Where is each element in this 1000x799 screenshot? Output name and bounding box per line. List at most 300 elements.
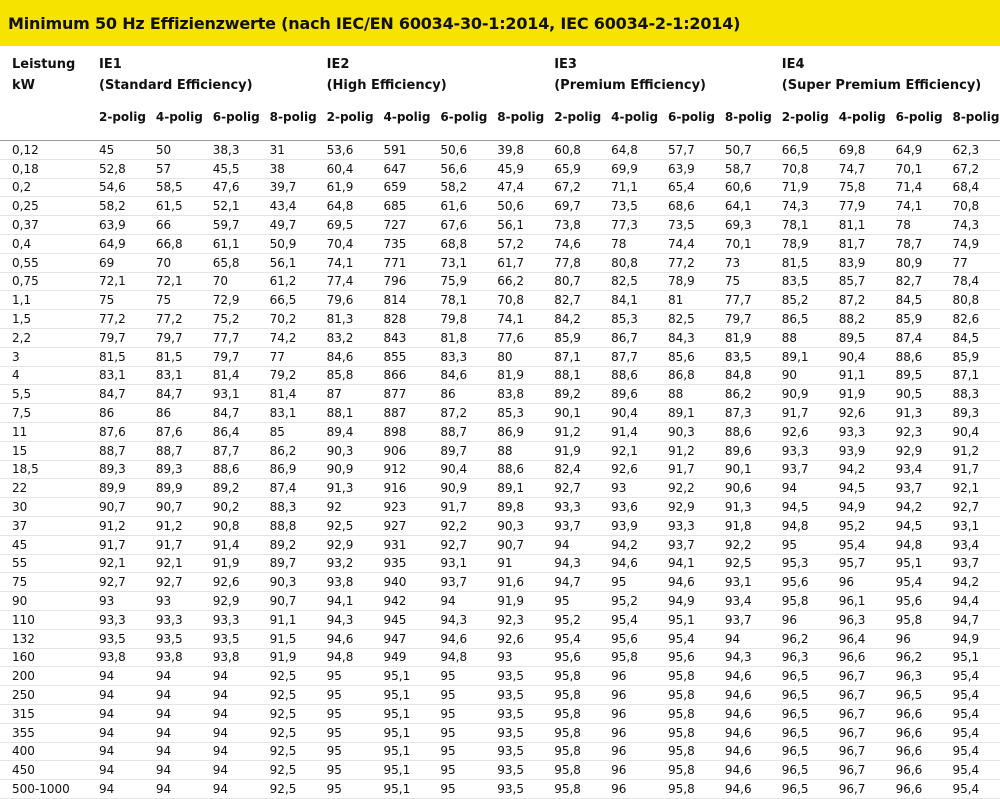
efficiency-cell: 84,5: [896, 291, 953, 310]
efficiency-cell: 87,3: [725, 404, 782, 423]
efficiency-cell: 95,4: [952, 761, 1000, 780]
efficiency-cell: 94: [782, 479, 839, 498]
efficiency-cell: 74,3: [782, 197, 839, 216]
efficiency-cell: 94: [156, 667, 213, 686]
table-row: [0, 479, 1000, 498]
efficiency-cell: 83,1: [270, 404, 327, 423]
efficiency-cell: 74,4: [668, 234, 725, 253]
efficiency-cell: 92,9: [327, 535, 384, 554]
efficiency-cell: 82,6: [952, 310, 1000, 329]
efficiency-cell: 94: [156, 686, 213, 705]
efficiency-cell: 77,4: [327, 272, 384, 291]
efficiency-cell: 92,3: [896, 422, 953, 441]
efficiency-cell: 94,6: [725, 686, 782, 705]
efficiency-cell: 85,3: [611, 310, 668, 329]
efficiency-cell: 94,8: [440, 648, 497, 667]
efficiency-cell: 93,4: [725, 592, 782, 611]
efficiency-cell: 94,3: [725, 648, 782, 667]
pole-header-cell: 8-polig: [269, 110, 317, 124]
efficiency-cell: 81,4: [213, 366, 270, 385]
power-cell: 11: [0, 422, 99, 441]
table-row: [0, 404, 1000, 423]
efficiency-cell: 89,1: [782, 347, 839, 366]
efficiency-cell: 69: [99, 253, 156, 272]
efficiency-cell: 72,9: [213, 291, 270, 310]
table-row: [0, 761, 1000, 780]
efficiency-cell: 88,6: [213, 460, 270, 479]
power-cell: 37: [0, 516, 99, 535]
efficiency-cell: 84,3: [668, 328, 725, 347]
efficiency-cell: 93,5: [497, 742, 554, 761]
efficiency-cell: 94,6: [611, 554, 668, 573]
efficiency-cell: 96,5: [782, 761, 839, 780]
group-description: (Premium Efficiency): [554, 78, 706, 93]
power-cell: 315: [0, 704, 99, 723]
efficiency-cell: 96,3: [839, 610, 896, 629]
efficiency-cell: 89,3: [156, 460, 213, 479]
efficiency-cell: 94,5: [896, 516, 953, 535]
efficiency-cell: 94,9: [839, 498, 896, 517]
efficiency-cell: 95,4: [668, 629, 725, 648]
efficiency-cell: 96,7: [839, 780, 896, 799]
efficiency-cell: 88,6: [611, 366, 668, 385]
efficiency-cell: 77,9: [839, 197, 896, 216]
efficiency-cell: 77: [270, 347, 327, 366]
efficiency-cell: 96,2: [896, 648, 953, 667]
efficiency-cell: 70,8: [952, 197, 1000, 216]
efficiency-cell: 84,6: [327, 347, 384, 366]
pole-header-cell: 4-polig: [155, 110, 203, 124]
table-row: [0, 460, 1000, 479]
power-cell: 0,55: [0, 253, 99, 272]
table-row: [0, 366, 1000, 385]
efficiency-cell: 95,7: [839, 554, 896, 573]
efficiency-cell: 86,4: [213, 422, 270, 441]
efficiency-cell: 70,1: [896, 159, 953, 178]
efficiency-cell: 83,9: [839, 253, 896, 272]
efficiency-cell: 73,5: [668, 216, 725, 235]
efficiency-cell: 95,8: [554, 704, 611, 723]
efficiency-cell: 94,2: [896, 498, 953, 517]
power-cell: 0,75: [0, 272, 99, 291]
efficiency-cell: 93,7: [668, 535, 725, 554]
pole-header-cell: 6-polig: [440, 110, 488, 124]
efficiency-cell: 94,7: [554, 573, 611, 592]
efficiency-cell: 90,4: [952, 422, 1000, 441]
efficiency-cell: 71,4: [896, 178, 953, 197]
efficiency-cell: 96,5: [782, 686, 839, 705]
group-description: (High Efficiency): [326, 78, 447, 93]
efficiency-cell: 84,8: [725, 366, 782, 385]
power-cell: 30: [0, 498, 99, 517]
efficiency-cell: 92,7: [99, 573, 156, 592]
efficiency-cell: 61,1: [213, 234, 270, 253]
efficiency-cell: 95,8: [668, 742, 725, 761]
efficiency-cell: 69,9: [611, 159, 668, 178]
power-cell: 110: [0, 610, 99, 629]
efficiency-cell: 94: [156, 723, 213, 742]
efficiency-cell: 67,2: [952, 159, 1000, 178]
efficiency-cell: 931: [384, 535, 441, 554]
table-row: [0, 178, 1000, 197]
efficiency-cell: 83,3: [440, 347, 497, 366]
efficiency-cell: 95: [327, 704, 384, 723]
efficiency-cell: 59,7: [213, 216, 270, 235]
efficiency-cell: 92,5: [270, 780, 327, 799]
efficiency-cell: 74,2: [270, 328, 327, 347]
efficiency-cell: 86: [99, 404, 156, 423]
efficiency-cell: 96: [839, 573, 896, 592]
efficiency-cell: 96,5: [896, 686, 953, 705]
group-name: IE4: [781, 57, 805, 72]
efficiency-cell: 659: [384, 178, 441, 197]
efficiency-cell: 96,7: [839, 742, 896, 761]
efficiency-cell: 95,8: [668, 686, 725, 705]
efficiency-cell: 77,2: [668, 253, 725, 272]
efficiency-cell: 74,3: [952, 216, 1000, 235]
efficiency-cell: 78: [896, 216, 953, 235]
efficiency-cell: 90,6: [725, 479, 782, 498]
pole-header-cell: 2-polig: [326, 110, 374, 124]
efficiency-cell: 91,8: [725, 516, 782, 535]
efficiency-cell: 86,9: [497, 422, 554, 441]
efficiency-cell: 95: [440, 742, 497, 761]
efficiency-cell: 61,9: [327, 178, 384, 197]
efficiency-cell: 912: [384, 460, 441, 479]
efficiency-cell: 685: [384, 197, 441, 216]
efficiency-cell: 92,6: [839, 404, 896, 423]
efficiency-cell: 94,6: [725, 723, 782, 742]
efficiency-cell: 95,4: [952, 667, 1000, 686]
efficiency-cell: 95,6: [554, 648, 611, 667]
efficiency-cell: 95,2: [839, 516, 896, 535]
efficiency-cell: 85,9: [896, 310, 953, 329]
efficiency-cell: 93,8: [156, 648, 213, 667]
pole-header-cell: 2-polig: [99, 110, 146, 124]
efficiency-cell: 92,5: [725, 554, 782, 573]
efficiency-cell: 86: [440, 385, 497, 404]
efficiency-cell: 93,5: [497, 761, 554, 780]
power-cell: 0,37: [0, 216, 99, 235]
efficiency-cell: 82,5: [668, 310, 725, 329]
efficiency-cell: 95: [554, 592, 611, 611]
pole-header-cell: 8-polig: [497, 110, 545, 124]
efficiency-cell: 93,7: [440, 573, 497, 592]
efficiency-cell: 91,2: [156, 516, 213, 535]
efficiency-cell: 85,9: [554, 328, 611, 347]
efficiency-cell: 75: [99, 291, 156, 310]
efficiency-cell: 95,6: [782, 573, 839, 592]
efficiency-cell: 96: [611, 742, 668, 761]
efficiency-cell: 95: [327, 761, 384, 780]
efficiency-cell: 89,9: [99, 479, 156, 498]
efficiency-cell: 69,8: [839, 141, 896, 160]
efficiency-cell: 64,1: [725, 197, 782, 216]
efficiency-cell: 91,2: [668, 441, 725, 460]
efficiency-cell: 94,6: [668, 573, 725, 592]
efficiency-cell: 647: [384, 159, 441, 178]
power-cell: 1,5: [0, 310, 99, 329]
efficiency-cell: 95,8: [554, 667, 611, 686]
efficiency-cell: 93,3: [668, 516, 725, 535]
efficiency-cell: 81,4: [270, 385, 327, 404]
efficiency-cell: 91,2: [554, 422, 611, 441]
efficiency-cell: 94: [99, 780, 156, 799]
efficiency-cell: 92,2: [668, 479, 725, 498]
efficiency-cell: 95,1: [384, 761, 441, 780]
efficiency-cell: 88,8: [270, 516, 327, 535]
efficiency-cell: 65,8: [213, 253, 270, 272]
separator-line: [0, 132, 1000, 141]
efficiency-cell: 83,2: [327, 328, 384, 347]
efficiency-cell: 94: [725, 629, 782, 648]
efficiency-cell: 80,8: [952, 291, 1000, 310]
efficiency-cell: 96: [782, 610, 839, 629]
efficiency-cell: 96: [611, 780, 668, 799]
efficiency-cell: 91,2: [99, 516, 156, 535]
efficiency-cell: 94,9: [668, 592, 725, 611]
efficiency-cell: 94,6: [327, 629, 384, 648]
efficiency-cell: 95,8: [554, 742, 611, 761]
table-row: [0, 554, 1000, 573]
efficiency-cell: 73,5: [611, 197, 668, 216]
efficiency-cell: 94: [440, 592, 497, 611]
efficiency-cell: 94: [213, 667, 270, 686]
efficiency-cell: 87,7: [611, 347, 668, 366]
efficiency-cell: 90,4: [611, 404, 668, 423]
power-cell: 0,2: [0, 178, 99, 197]
efficiency-cell: 96,3: [782, 648, 839, 667]
table-row: [0, 535, 1000, 554]
efficiency-cell: 88: [782, 328, 839, 347]
efficiency-cell: 95,4: [952, 686, 1000, 705]
efficiency-cell: 61,7: [497, 253, 554, 272]
group-description: (Super Premium Efficiency): [781, 78, 982, 93]
efficiency-cell: 95,6: [611, 629, 668, 648]
group-header-ie1: [99, 46, 327, 102]
efficiency-cell: 94,3: [327, 610, 384, 629]
efficiency-cell: 50,7: [725, 141, 782, 160]
efficiency-cell: 95,8: [668, 723, 725, 742]
efficiency-cell: 93,7: [725, 610, 782, 629]
efficiency-cell: 70: [213, 272, 270, 291]
efficiency-cell: 93,5: [497, 704, 554, 723]
power-cell: 75: [0, 573, 99, 592]
efficiency-cell: 87,2: [440, 404, 497, 423]
table-row: [0, 592, 1000, 611]
efficiency-cell: 96,6: [896, 742, 953, 761]
efficiency-cell: 90,7: [99, 498, 156, 517]
efficiency-cell: 89,7: [440, 441, 497, 460]
efficiency-cell: 92,6: [611, 460, 668, 479]
efficiency-cell: 94,1: [327, 592, 384, 611]
efficiency-cell: 88,6: [725, 422, 782, 441]
efficiency-cell: 91,9: [839, 385, 896, 404]
efficiency-cell: 91,3: [725, 498, 782, 517]
efficiency-cell: 64,9: [99, 234, 156, 253]
efficiency-cell: 94,6: [725, 667, 782, 686]
efficiency-cell: 89,5: [896, 366, 953, 385]
table-row: [0, 441, 1000, 460]
efficiency-cell: 94: [213, 761, 270, 780]
efficiency-cell: 96,6: [839, 648, 896, 667]
efficiency-cell: 94,7: [952, 610, 1000, 629]
efficiency-cell: 91,7: [99, 535, 156, 554]
efficiency-cell: 93,3: [554, 498, 611, 517]
efficiency-cell: 89,1: [497, 479, 554, 498]
power-cell: 500-1000: [0, 780, 99, 799]
efficiency-cell: 39,7: [270, 178, 327, 197]
efficiency-cell: 91,9: [554, 441, 611, 460]
efficiency-cell: 92,9: [896, 441, 953, 460]
table-row: [0, 141, 1000, 160]
efficiency-cell: 796: [384, 272, 441, 291]
efficiency-cell: 92,1: [99, 554, 156, 573]
efficiency-cell: 92,9: [213, 592, 270, 611]
table-row: [0, 742, 1000, 761]
efficiency-cell: 92,5: [270, 667, 327, 686]
efficiency-cell: 95,1: [384, 780, 441, 799]
efficiency-cell: 89,4: [327, 422, 384, 441]
efficiency-cell: 96,5: [782, 704, 839, 723]
efficiency-cell: 96: [611, 704, 668, 723]
efficiency-cell: 94: [156, 761, 213, 780]
efficiency-cell: 94: [99, 704, 156, 723]
efficiency-cell: 74,1: [497, 310, 554, 329]
efficiency-cell: 45,9: [497, 159, 554, 178]
efficiency-cell: 94: [156, 742, 213, 761]
efficiency-cell: 93,5: [497, 686, 554, 705]
efficiency-cell: 92,1: [952, 479, 1000, 498]
efficiency-cell: 79,6: [327, 291, 384, 310]
efficiency-cell: 61,6: [440, 197, 497, 216]
group-header-ie3: [554, 46, 782, 102]
efficiency-cell: 66,5: [270, 291, 327, 310]
efficiency-cell: 73,1: [440, 253, 497, 272]
efficiency-cell: 94: [213, 704, 270, 723]
efficiency-cell: 84,7: [99, 385, 156, 404]
efficiency-cell: 90,7: [156, 498, 213, 517]
efficiency-cell: 74,1: [896, 197, 953, 216]
efficiency-cell: 95,8: [611, 648, 668, 667]
efficiency-cell: 70,4: [327, 234, 384, 253]
efficiency-cell: 843: [384, 328, 441, 347]
efficiency-cell: 68,4: [952, 178, 1000, 197]
efficiency-cell: 91,6: [497, 573, 554, 592]
efficiency-cell: 93,4: [896, 460, 953, 479]
group-header-ie2: [327, 46, 555, 102]
efficiency-cell: 93: [497, 648, 554, 667]
efficiency-cell: 93,7: [782, 460, 839, 479]
group-name: IE1: [99, 57, 122, 72]
table-row: [0, 498, 1000, 517]
efficiency-cell: 95,1: [896, 554, 953, 573]
efficiency-cell: 93,3: [782, 441, 839, 460]
efficiency-cell: 60,8: [554, 141, 611, 160]
efficiency-cell: 80,8: [611, 253, 668, 272]
efficiency-cell: 52,8: [99, 159, 156, 178]
efficiency-cell: 95,1: [384, 704, 441, 723]
efficiency-cell: 64,8: [327, 197, 384, 216]
efficiency-cell: 93,1: [440, 554, 497, 573]
efficiency-cell: 95,3: [782, 554, 839, 573]
efficiency-cell: 63,9: [668, 159, 725, 178]
efficiency-cell: 93,1: [213, 385, 270, 404]
efficiency-cell: 69,3: [725, 216, 782, 235]
efficiency-cell: 95: [440, 667, 497, 686]
power-cell: 5,5: [0, 385, 99, 404]
efficiency-cell: 91,9: [213, 554, 270, 573]
pole-header-cell: 6-polig: [668, 110, 715, 124]
efficiency-cell: 96,7: [839, 704, 896, 723]
efficiency-cell: 916: [384, 479, 441, 498]
efficiency-cell: 96,1: [839, 592, 896, 611]
efficiency-cell: 87,1: [554, 347, 611, 366]
efficiency-cell: 43,4: [270, 197, 327, 216]
efficiency-cell: 96,7: [839, 686, 896, 705]
efficiency-cell: 95,8: [554, 780, 611, 799]
efficiency-cell: 95,1: [384, 686, 441, 705]
efficiency-cell: 39,8: [497, 141, 554, 160]
efficiency-cell: 89,2: [270, 535, 327, 554]
efficiency-cell: 95,4: [554, 629, 611, 648]
efficiency-cell: 65,4: [668, 178, 725, 197]
efficiency-cell: 906: [384, 441, 441, 460]
efficiency-cell: 52,1: [213, 197, 270, 216]
power-cell: 1,1: [0, 291, 99, 310]
efficiency-cell: 47,6: [213, 178, 270, 197]
efficiency-cell: 95,4: [952, 780, 1000, 799]
efficiency-cell: 94: [99, 723, 156, 742]
power-cell: 22: [0, 479, 99, 498]
efficiency-cell: 88,1: [554, 366, 611, 385]
efficiency-cell: 94,8: [896, 535, 953, 554]
efficiency-cell: 92,6: [782, 422, 839, 441]
efficiency-cell: 91,3: [896, 404, 953, 423]
efficiency-cell: 90,3: [270, 573, 327, 592]
pole-header-spacer: [0, 102, 99, 132]
pole-header-cell: 4-polig: [383, 110, 431, 124]
efficiency-cell: 95,8: [668, 761, 725, 780]
efficiency-cell: 86,2: [725, 385, 782, 404]
efficiency-cell: 95,4: [896, 573, 953, 592]
pole-header-cell: 8-polig: [724, 110, 772, 124]
pole-header-row: [0, 102, 1000, 132]
efficiency-cell: 95,8: [782, 592, 839, 611]
power-cell: 18,5: [0, 460, 99, 479]
efficiency-cell: 88,6: [497, 460, 554, 479]
efficiency-cell: 93,5: [497, 780, 554, 799]
efficiency-cell: 75,8: [839, 178, 896, 197]
efficiency-cell: 78,7: [896, 234, 953, 253]
efficiency-cell: 85,6: [668, 347, 725, 366]
efficiency-cell: 71,1: [611, 178, 668, 197]
efficiency-cell: 84,6: [440, 366, 497, 385]
power-cell: 45: [0, 535, 99, 554]
efficiency-cell: 591: [384, 141, 441, 160]
efficiency-cell: 92,5: [327, 516, 384, 535]
table-row: [0, 197, 1000, 216]
efficiency-cell: 82,5: [611, 272, 668, 291]
efficiency-cell: 814: [384, 291, 441, 310]
efficiency-cell: 81,5: [99, 347, 156, 366]
efficiency-cell: 947: [384, 629, 441, 648]
efficiency-cell: 74,1: [327, 253, 384, 272]
efficiency-cell: 89,6: [725, 441, 782, 460]
table-row: [0, 573, 1000, 592]
efficiency-cell: 75,9: [440, 272, 497, 291]
efficiency-cell: 96,3: [896, 667, 953, 686]
